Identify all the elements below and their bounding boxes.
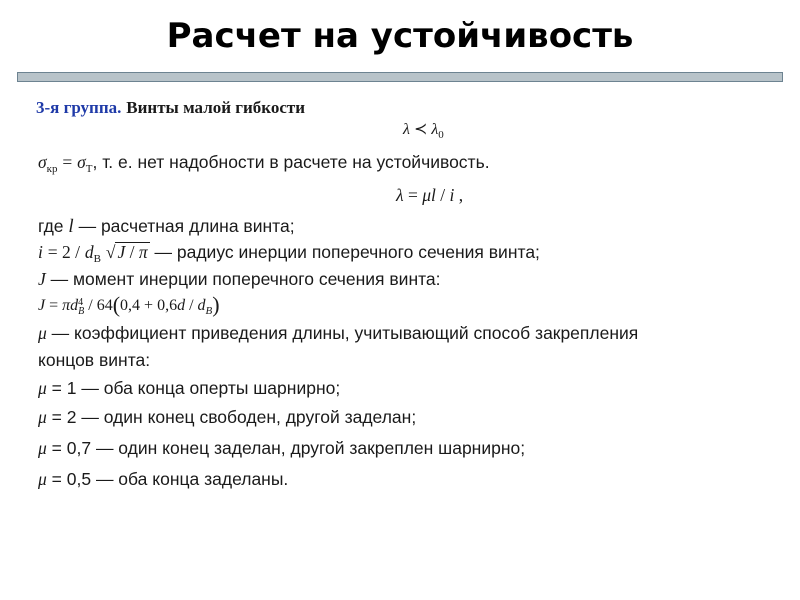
radius-line [38, 241, 540, 270]
d-symbol-3: d [197, 297, 206, 314]
l-variable: l [68, 216, 74, 237]
moment-text: — момент инерции поперечного сечения винта: [50, 269, 441, 289]
mu-symbol: μ [422, 185, 432, 205]
where-l-line [38, 215, 295, 238]
sigma-kr-subscript: кр [46, 163, 58, 175]
J-variable: J [117, 242, 126, 262]
slash-2: / [129, 242, 135, 262]
mu-symbol-3: μ [38, 378, 47, 398]
mu-value-item [38, 437, 525, 459]
mu-symbol-2: μ [38, 323, 47, 343]
sqrt-sign: √ [105, 242, 116, 262]
length-symbol: l [431, 185, 436, 205]
i-symbol: i [449, 185, 455, 205]
mu-symbol-5: μ [38, 438, 47, 458]
comma: , [458, 185, 464, 205]
mu-value-text: = 1 — оба конца оперты шарнирно; [51, 378, 341, 398]
mu-value-text: = 2 — один конец свободен, другой заделан; [51, 407, 417, 427]
equals-sign: = [62, 152, 73, 172]
group-label: 3-я группа. [36, 98, 122, 117]
d3-subscript: B [205, 305, 213, 317]
sigma-symbol: σ [38, 152, 47, 172]
radius-expr: = 2 / [47, 242, 80, 262]
title-divider [17, 72, 783, 82]
precedes-symbol: ≺ [413, 121, 428, 138]
mu-description-line2: концов винта: [38, 350, 151, 370]
open-paren: ( [112, 292, 121, 317]
lambda-zero-symbol: λ [431, 121, 439, 138]
equals-sign-2: = [407, 185, 418, 205]
mu-value-item [38, 406, 416, 428]
coefficients: 0,4 + 0,6 [120, 297, 178, 314]
group-heading [36, 96, 305, 119]
mu-symbol-4: μ [38, 407, 47, 427]
lambda-symbol: λ [403, 121, 410, 138]
group-description: Винты малой гибкости [126, 98, 306, 117]
radius-text: — радиус инерции поперечного сечения винта; [154, 242, 540, 262]
i-variable: i [38, 242, 43, 262]
equals-sign-3: = [49, 297, 59, 314]
mu-symbol-6: μ [38, 469, 47, 489]
sqrt-content [115, 242, 149, 261]
lambda-zero-subscript: 0 [438, 129, 444, 141]
slash-symbol: / [440, 185, 446, 205]
d-sub-b: B [78, 306, 85, 317]
moment-line [38, 268, 441, 290]
slenderness-condition [403, 119, 444, 146]
divide-64: / 64 [88, 297, 113, 314]
mu-value-item [38, 377, 340, 399]
J-symbol: J [38, 297, 46, 314]
lambda-formula [396, 184, 463, 206]
d-variable: d [84, 242, 94, 262]
sigma-line-text: , т. е. нет надобности в расчете на устойчивость. [92, 152, 490, 172]
close-paren: ) [212, 292, 220, 317]
pi-symbol-2: π [62, 297, 71, 314]
mu-description-line1 [38, 322, 638, 344]
lambda-symbol-2: λ [396, 185, 404, 205]
sigma-t-subscript: Т [85, 163, 93, 175]
d-superscript: 4 [78, 297, 84, 308]
d-symbol-2: d [177, 297, 186, 314]
sigma-symbol-2: σ [77, 152, 86, 172]
mu-description-text: — коэффициент приведения длины, учитывающий способ закрепления [51, 323, 639, 343]
slide-title: Расчет на устойчивость [166, 16, 634, 56]
where-l-text: — расчетная длина винта; [78, 216, 295, 236]
d-power [78, 298, 84, 316]
d-symbol: d [70, 297, 79, 314]
pi-symbol: π [138, 242, 148, 262]
mu-value-text: = 0,5 — оба конца заделаны. [51, 469, 289, 489]
sigma-line [38, 151, 490, 180]
mu-value-text: = 0,7 — один конец заделан, другой закреплен шарнирно; [51, 438, 526, 458]
d-subscript: В [93, 253, 101, 265]
slash-3: / [189, 297, 194, 314]
J-variable-2: J [38, 269, 46, 289]
J-formula [38, 294, 220, 322]
where-prefix: где [38, 216, 64, 236]
mu-value-item [38, 468, 288, 490]
